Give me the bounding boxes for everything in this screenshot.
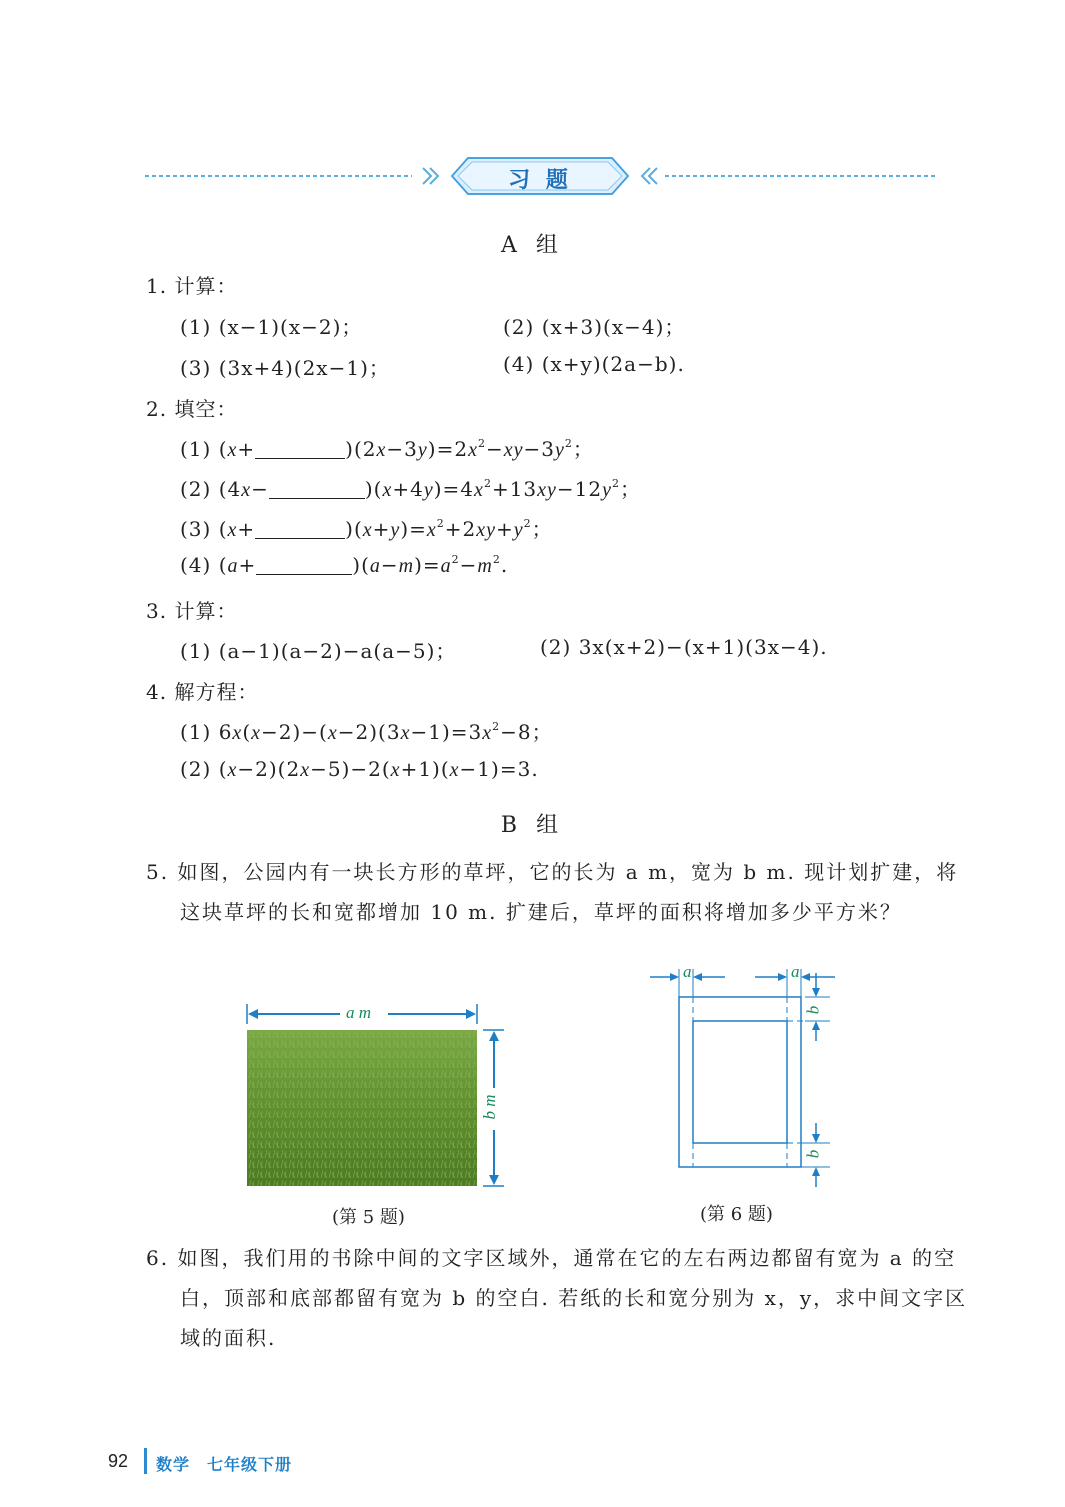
answer-blank[interactable] xyxy=(255,440,345,459)
answer-blank[interactable] xyxy=(255,520,345,539)
group-b-title: B 组 xyxy=(500,813,565,838)
figure-5 xyxy=(240,998,520,1193)
book-title: 数学 七年级下册 xyxy=(156,1455,293,1474)
q4-part1: (1) $6x(x-2)-(x-2)(3x-1)=3x^2-8$； xyxy=(180,720,553,744)
page-outline xyxy=(679,997,801,1167)
section-title: 习 题 xyxy=(508,168,572,193)
q1-part4: (4) (x+y)(2a−b). xyxy=(503,352,685,376)
q2-part1: (1) $(x+ )(2x-3y)=2x^2-xy-3y^2$； xyxy=(180,437,594,461)
q2-label: 2. 填空： xyxy=(146,397,238,421)
figure5-width-label: b m xyxy=(480,1094,499,1120)
q6-text: 6. 如图，我们用的书除中间的文字区域外，通常在它的左右两边都留有宽为 a 的空白，顶部和底部都留有宽为 b 的空白. 若纸的长和宽分别为 x，y，求中间文字区域的面积. xyxy=(146,1246,968,1350)
page-number: 92 xyxy=(108,1451,129,1471)
figure6-label-a-right: a xyxy=(791,962,800,981)
q3-part1: (1) (a−1)(a−2)−a(a−5)； xyxy=(180,639,457,663)
q1-part2: (2) (x+3)(x−4)； xyxy=(503,315,686,339)
q2-part4: (4) $(a+ )(a-m)=a^2-m^2$. xyxy=(180,553,509,577)
q3-part2: (2) 3x(x+2)−(x+1)(3x−4). xyxy=(540,635,828,659)
q1-part1: (1) (x−1)(x−2)； xyxy=(180,315,363,339)
group-a-title: A 组 xyxy=(501,233,564,258)
q1-part3: (3) (3x+4)(2x−1)； xyxy=(180,356,390,380)
q4-part2: (2) (x−2)(2x−5)−2(x+1)(x−1)=3. xyxy=(180,757,539,781)
q3-label: 3. 计算： xyxy=(146,599,238,623)
figure6-label-a-left: a xyxy=(683,962,692,981)
q2-part3: (3) $(x+ )(x+y)=x^2+2xy+y^2$； xyxy=(180,517,553,541)
q5-text: 5. 如图，公园内有一块长方形的草坪，它的长为 a m，宽为 b m. 现计划扩建，将这块草坪的长和宽都增加 10 m. 扩建后，草坪的面积将增加多少平方米？ xyxy=(146,860,959,924)
q4-label: 4. 解方程： xyxy=(146,680,259,704)
figure6-label-b-bottom: b xyxy=(803,1149,823,1159)
text-area xyxy=(693,1021,787,1143)
q1-label: 1. 计算： xyxy=(146,274,238,298)
figure5-caption: (第 5 题) xyxy=(332,1207,405,1228)
figure-6 xyxy=(640,965,850,1195)
footer-divider xyxy=(144,1448,147,1474)
figure5-length-label: a m xyxy=(346,1003,372,1022)
answer-blank[interactable] xyxy=(256,556,352,575)
figure6-label-b-top: b xyxy=(803,1005,823,1015)
q2-part2: (2) $(4x- )(x+4y)=4x^2+13xy-12y^2$； xyxy=(180,477,642,501)
figure6-caption: (第 6 题) xyxy=(700,1204,773,1225)
answer-blank[interactable] xyxy=(269,480,365,499)
